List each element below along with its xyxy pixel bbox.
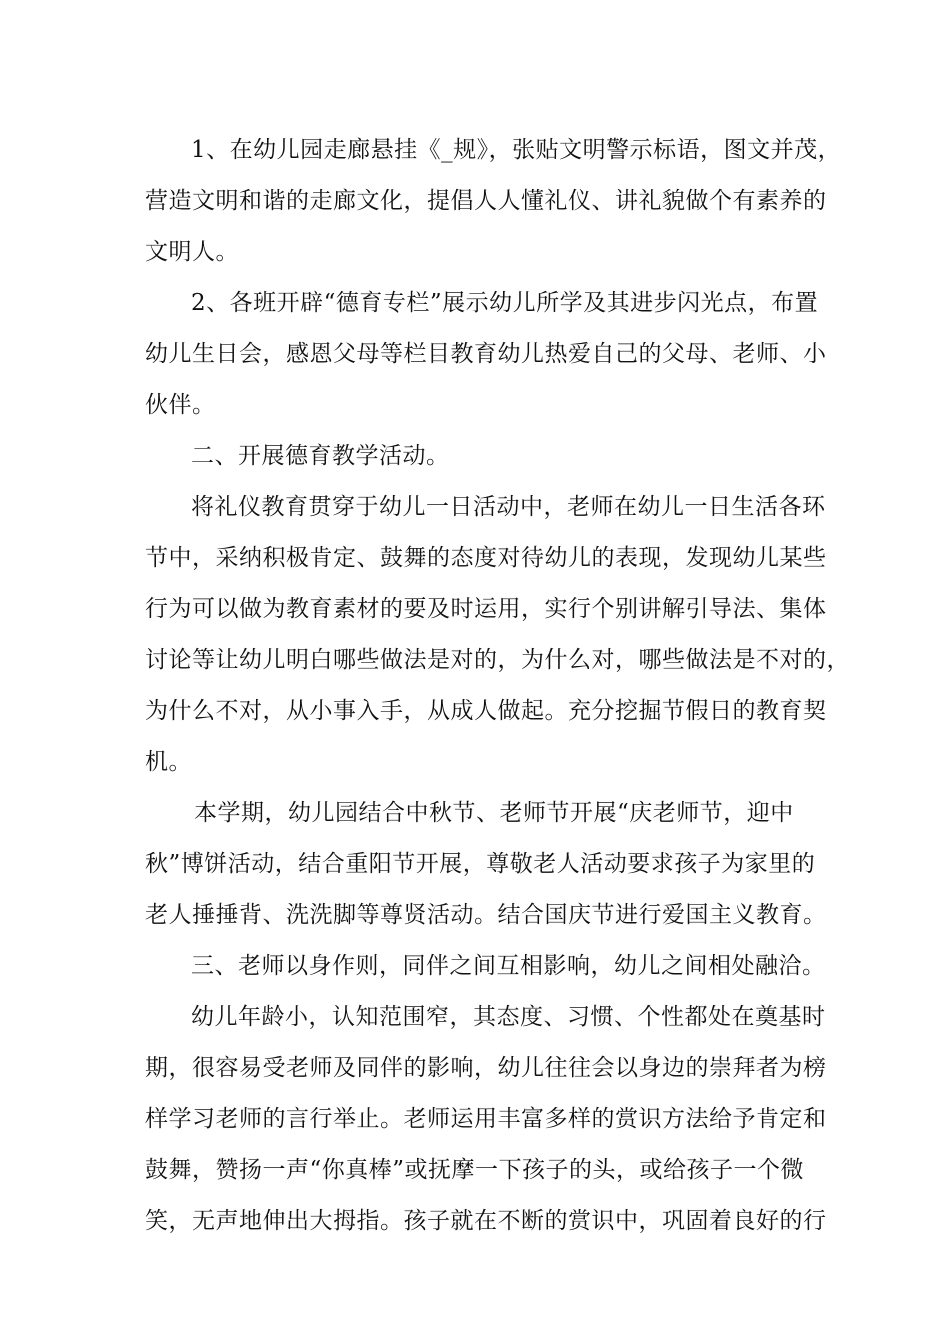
section-heading-2: 二、开展德育教学活动。 [191, 443, 450, 469]
paragraph-3-line-6: 机。 [145, 749, 192, 775]
paragraph-1-line-2: 营造文明和谐的走廊文化，提倡人人懂礼仪、讲礼貌做个有素养的 [145, 188, 827, 214]
paragraph-5-line-3: 样学习老师的言行举止。老师运用丰富多样的赏识方法给予肯定和 [145, 1106, 827, 1132]
paragraph-5-line-2: 期，很容易受老师及同伴的影响，幼儿往往会以身边的崇拜者为榜 [145, 1055, 827, 1081]
section-heading-3: 三、老师以身作则，同伴之间互相影响，幼儿之间相处融洽。 [191, 953, 826, 979]
paragraph-4-line-3: 老人捶捶背、洗洗脚等尊贤活动。结合国庆节进行爱国主义教育。 [145, 902, 827, 928]
paragraph-2-line-3: 伙伴。 [145, 392, 216, 418]
paragraph-1-line-3: 文明人。 [145, 239, 239, 265]
paragraph-5-line-1: 幼儿年龄小，认知范围窄，其态度、习惯、个性都处在奠基时 [191, 1004, 826, 1030]
paragraph-3-line-4: 讨论等让幼儿明白哪些做法是对的，为什么对，哪些做法是不对的， [145, 647, 850, 673]
paragraph-4-line-1: 本学期，幼儿园结合中秋节、老师节开展“庆老师节，迎中 [194, 800, 794, 826]
paragraph-2-line-1: 2、各班开辟“德育专栏”展示幼儿所学及其进步闪光点，布置 [191, 290, 819, 316]
paragraph-3-line-1: 将礼仪教育贯穿于幼儿一日活动中，老师在幼儿一日生活各环 [191, 494, 826, 520]
paragraph-4-line-2: 秋”博饼活动，结合重阳节开展，尊敬老人活动要求孩子为家里的 [145, 851, 816, 877]
paragraph-3-line-5: 为什么不对，从小事入手，从成人做起。充分挖掘节假日的教育契 [145, 698, 827, 724]
paragraph-1-line-1: 1、在幼儿园走廊悬挂《_规》，张贴文明警示标语，图文并茂， [191, 137, 842, 163]
paragraph-3-line-2: 节中，采纳积极肯定、鼓舞的态度对待幼儿的表现，发现幼儿某些 [145, 545, 827, 571]
document-body [145, 125, 850, 1247]
paragraph-5-line-5: 笑，无声地伸出大拇指。孩子就在不断的赏识中，巩固着良好的行 [145, 1208, 827, 1234]
paragraph-5-line-4: 鼓舞，赞扬一声“你真棒”或抚摩一下孩子的头，或给孩子一个微 [145, 1157, 805, 1183]
paragraph-3-line-3: 行为可以做为教育素材的要及时运用，实行个别讲解引导法、集体 [145, 596, 827, 622]
paragraph-2-line-2: 幼儿生日会，感恩父母等栏目教育幼儿热爱自己的父母、老师、小 [145, 341, 827, 367]
